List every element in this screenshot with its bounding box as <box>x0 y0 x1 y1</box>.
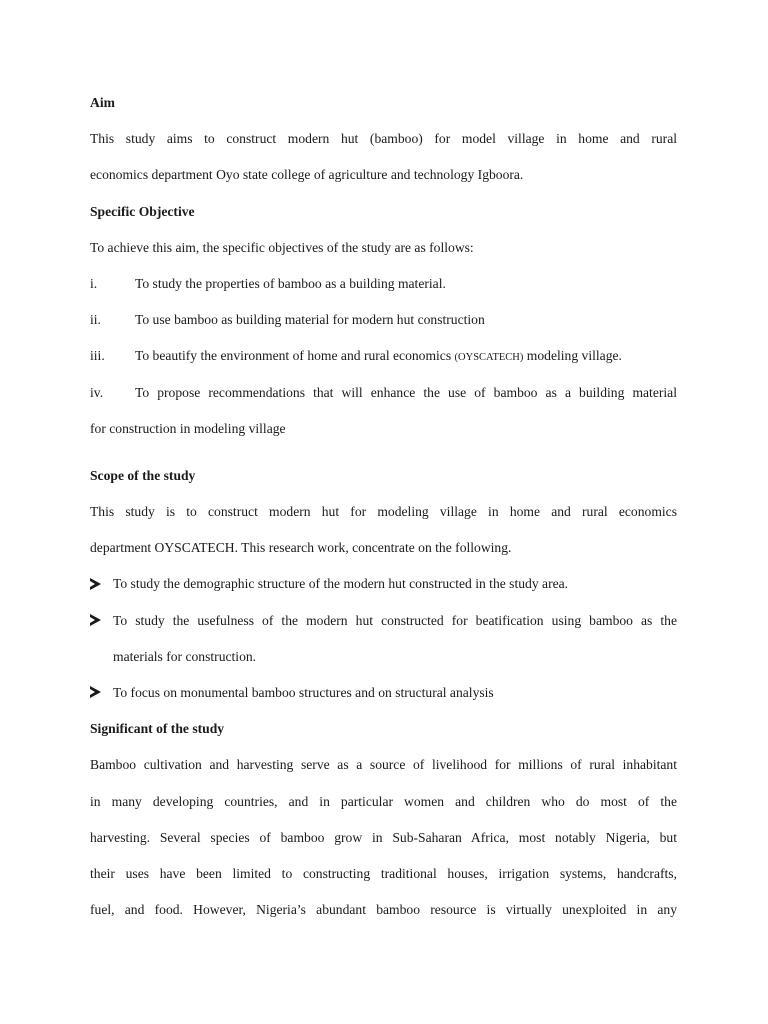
scope-paragraph-line: department OYSCATECH. This research work, concentrate on the following. <box>90 540 512 556</box>
arrow-bullet-icon <box>90 614 101 626</box>
significance-heading: Significant of the study <box>90 721 225 737</box>
objective-text: modeling village. <box>523 348 622 364</box>
scope-heading: Scope of the study <box>90 467 196 483</box>
bullet-text: To study the usefulness of the modern hut constructed for beatification using bamboo as the <box>113 612 677 628</box>
objective-item <box>90 338 677 374</box>
objective-number: iii. <box>90 348 105 364</box>
significance-paragraph-line: in many developing countries, and in particular women and children who do most of the <box>90 793 677 809</box>
objective-item <box>90 302 677 338</box>
acronym-text: (OYSCATECH) <box>454 352 524 364</box>
significance-paragraph-line: their uses have been limited to constructing traditional houses, irrigation systems, handcrafts, <box>90 865 677 881</box>
aim-paragraph-line: This study aims to construct modern hut (bamboo) for model village in home and rural <box>90 131 677 147</box>
objective-text: To study the properties of bamboo as a building material. <box>135 275 446 291</box>
objective-item <box>90 266 677 302</box>
objective-number: iv. <box>90 384 104 400</box>
bullet-text: To study the demographic structure of the modern hut constructed in the study area. <box>113 576 569 592</box>
scope-bullet <box>90 566 677 602</box>
objective-number: ii. <box>90 312 101 328</box>
objective-text: To propose recommendations that will enhance the use of bamboo as a building material <box>135 384 677 400</box>
significance-paragraph-line: fuel, and food. However, Nigeria’s abundant bamboo resource is virtually unexploited in any <box>90 902 677 918</box>
bullet-continuation: materials for construction. <box>113 648 257 664</box>
scope-bullet <box>90 675 677 711</box>
objective-item <box>90 375 677 411</box>
objective-number: i. <box>90 275 98 291</box>
scope-paragraph-line: This study is to construct modern hut for modeling village in home and rural economics <box>90 504 677 520</box>
objective-continuation: for construction in modeling village <box>90 420 286 436</box>
section-spacer <box>90 447 677 458</box>
arrow-bullet-icon <box>90 686 101 698</box>
objective-text: To use bamboo as building material for modern hut construction <box>135 312 485 328</box>
scope-bullet <box>90 603 677 639</box>
aim-paragraph-line: economics department Oyo state college of agriculture and technology Igboora. <box>90 167 524 183</box>
objectives-intro: To achieve this aim, the specific objectives of the study are as follows: <box>90 239 474 255</box>
aim-heading: Aim <box>90 95 115 110</box>
bullet-text: To focus on monumental bamboo structures and on structural analysis <box>113 685 494 700</box>
significance-paragraph-line: harvesting. Several species of bamboo grow in Sub-Saharan Africa, most notably Nigeria, but <box>90 829 677 845</box>
arrow-bullet-icon <box>90 578 101 590</box>
document-body <box>90 85 677 928</box>
significance-paragraph-line: Bamboo cultivation and harvesting serve as a source of livelihood for millions of rural inhabitant <box>90 757 677 773</box>
specific-objective-heading: Specific Objective <box>90 203 195 219</box>
objective-text: To beautify the environment of home and rural economics <box>135 348 455 364</box>
